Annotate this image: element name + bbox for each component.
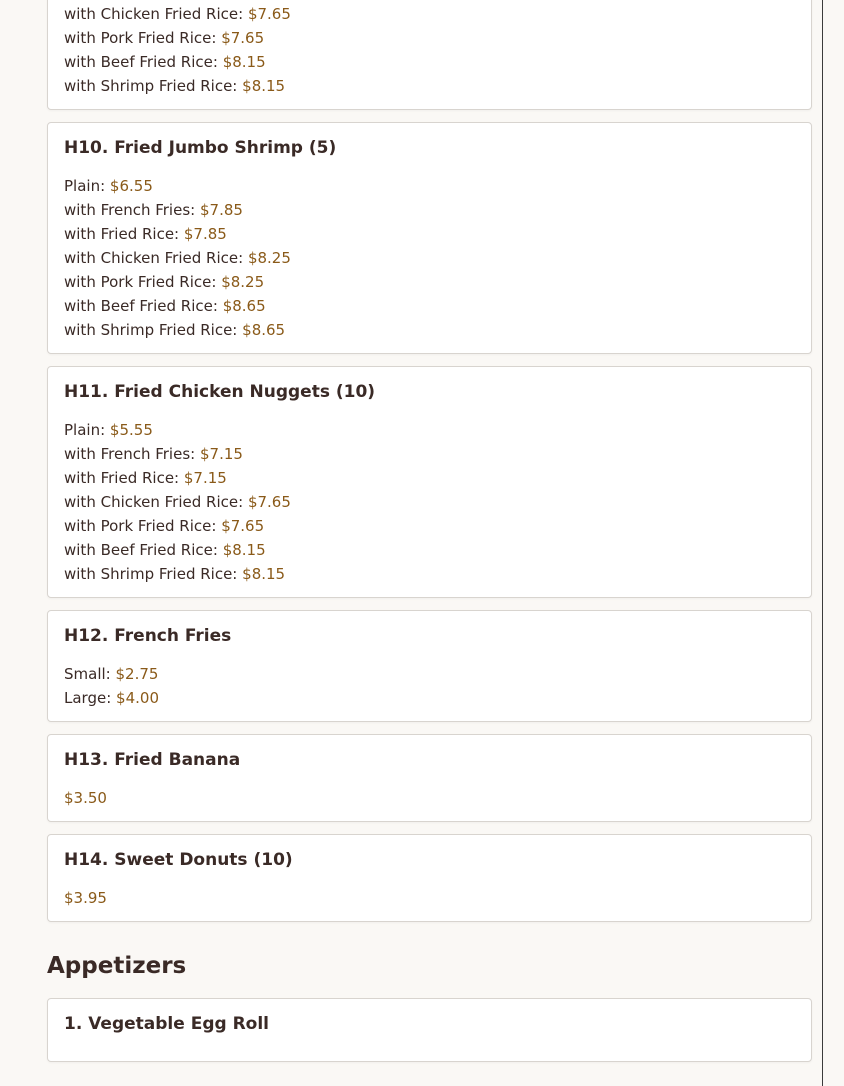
price-value: $7.65 — [221, 517, 265, 535]
price-line — [64, 662, 795, 686]
price-value: $4.00 — [116, 689, 159, 707]
price-label: with Fried Rice: — [64, 469, 180, 487]
price-label: with Pork Fried Rice: — [64, 517, 217, 535]
price-line — [64, 514, 795, 538]
price-line — [64, 562, 795, 586]
price-line — [64, 318, 795, 342]
price-line — [64, 50, 795, 74]
price-line — [64, 294, 795, 318]
price-line — [64, 198, 795, 222]
price-label: with French Fries: — [64, 445, 196, 463]
price-value: $7.15 — [199, 445, 243, 463]
menu-item-card-h11 — [47, 366, 812, 598]
price-value: $8.25 — [247, 249, 291, 267]
price-line — [64, 222, 795, 246]
price-line — [64, 26, 795, 50]
price-label: with Beef Fried Rice: — [64, 541, 218, 559]
price-line — [64, 174, 795, 198]
menu-item-card-h13 — [47, 734, 812, 822]
price-label: with Chicken Fried Rice: — [64, 5, 244, 23]
price-value: $3.95 — [64, 889, 107, 907]
price-value: $8.65 — [242, 321, 286, 339]
price-line — [64, 466, 795, 490]
price-value: $7.15 — [183, 469, 227, 487]
price-line — [64, 786, 795, 810]
price-value: $8.65 — [222, 297, 266, 315]
menu-item-title: 1. Vegetable Egg Roll — [64, 1014, 269, 1034]
price-line — [64, 270, 795, 294]
menu-item-card-h14 — [47, 834, 812, 922]
menu-item-card-appetizer-1 — [47, 998, 812, 1062]
price-label: with Chicken Fried Rice: — [64, 493, 244, 511]
price-line — [64, 418, 795, 442]
menu-item-title: H10. Fried Jumbo Shrimp (5) — [64, 138, 337, 158]
price-value: $7.85 — [199, 201, 243, 219]
price-line — [64, 886, 795, 910]
menu-item-title: H11. Fried Chicken Nuggets (10) — [64, 382, 376, 402]
menu-item-title: H12. French Fries — [64, 626, 232, 646]
price-value: $7.65 — [247, 493, 291, 511]
price-line — [64, 74, 795, 98]
price-value: $8.15 — [242, 565, 286, 583]
price-line — [64, 490, 795, 514]
menu-item-title: H14. Sweet Donuts (10) — [64, 850, 293, 870]
menu-item-card-h9 — [47, 0, 812, 110]
price-value: $2.75 — [115, 665, 159, 683]
price-line — [64, 2, 795, 26]
price-value: $8.15 — [222, 53, 266, 71]
price-value: $7.65 — [221, 29, 265, 47]
price-label: with Pork Fried Rice: — [64, 273, 217, 291]
price-value: $8.15 — [222, 541, 266, 559]
price-label: with Beef Fried Rice: — [64, 53, 218, 71]
price-label: with Beef Fried Rice: — [64, 297, 218, 315]
price-label: with Chicken Fried Rice: — [64, 249, 244, 267]
price-value: $3.50 — [64, 789, 107, 807]
price-value: $6.55 — [109, 177, 153, 195]
menu-content — [47, 0, 812, 1074]
price-line — [64, 686, 795, 710]
scroll-edge-divider — [822, 0, 823, 1086]
price-label: Small: — [64, 665, 111, 683]
price-value: $8.15 — [242, 77, 286, 95]
menu-item-card-h12 — [47, 610, 812, 722]
price-value: $8.25 — [221, 273, 265, 291]
price-label: Plain: — [64, 177, 106, 195]
price-line — [64, 442, 795, 466]
price-label: with Shrimp Fried Rice: — [64, 321, 238, 339]
price-value: $7.85 — [183, 225, 227, 243]
price-label: with French Fries: — [64, 201, 196, 219]
price-label: Plain: — [64, 421, 106, 439]
price-label: with Shrimp Fried Rice: — [64, 77, 238, 95]
price-label: with Shrimp Fried Rice: — [64, 565, 238, 583]
price-value: $5.55 — [109, 421, 153, 439]
price-label: with Pork Fried Rice: — [64, 29, 217, 47]
price-line — [64, 246, 795, 270]
price-label: with Fried Rice: — [64, 225, 180, 243]
menu-item-title: H13. Fried Banana — [64, 750, 241, 770]
price-line — [64, 538, 795, 562]
section-heading-appetizers: Appetizers — [47, 953, 187, 979]
price-label: Large: — [64, 689, 112, 707]
price-value: $7.65 — [247, 5, 291, 23]
menu-item-card-h10 — [47, 122, 812, 354]
